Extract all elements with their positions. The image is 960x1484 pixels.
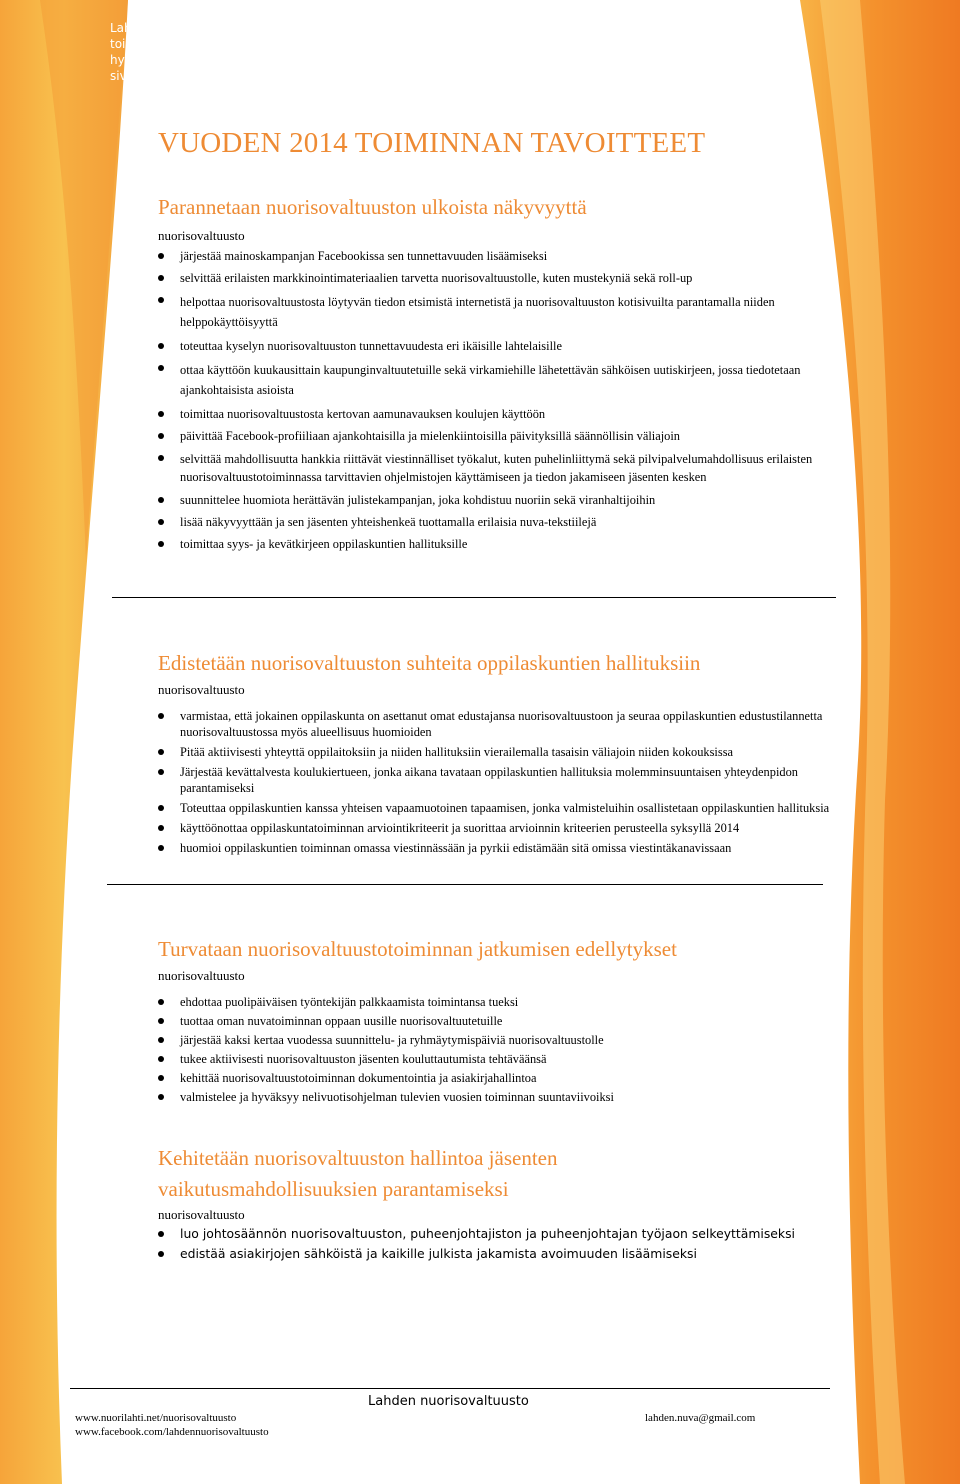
list-item: päivittää Facebook-profiiliaan ajankohtaisilla ja mielenkiintoisilla päivityksillä säännöllisin väliajoin <box>158 428 838 444</box>
list-item: varmistaa, että jokainen oppilaskunta on asettanut omat edustajansa nuorisovaltuustoon ja seuraa oppilaskuntien edustustilannetta nuorisovaltuustossa myös alueellisuus huomioiden <box>158 708 838 740</box>
list-item: toteuttaa kyselyn nuorisovaltuuston tunnettavuudesta eri ikäisille lahtelaisille <box>158 338 838 354</box>
list-item: selvittää mahdollisuutta hankkia riittävät viestinnälliset työkalut, kuten puhelinliittymä sekä pilvipalvelumahdollisuus erilaisten nuorisovaltuustotoiminnassa tarvittavien ohjelmistojen käyttämiseen ja tiedon jakamiseen jäsenten kesken <box>158 450 838 486</box>
header-approval-date: hyväksytty kokouksessa 15.1.2013 <box>110 53 321 67</box>
list-item: luo johtosäännön nuorisovaltuuston, puheenjohtajiston ja puheenjohtajan työjaon selkeyttämiseksi <box>158 1226 838 1242</box>
list-item: järjestää mainoskampanjan Facebookissa sen tunnettavuuden lisäämiseksi <box>158 248 838 264</box>
list-item: tuottaa oman nuvatoiminnan oppaan uusille nuorisovaltuutetuille <box>158 1013 838 1029</box>
list-item: edistää asiakirjojen sähköistä ja kaikille julkista jakamista avoimuuden lisäämiseksi <box>158 1246 838 1262</box>
list-item: Järjestää kevättalvesta koulukiertueen, jonka aikana tavataan oppilaskuntien hallituksia molemminsuuntaisen yhteydenpidon parantamiseksi <box>158 764 838 796</box>
section-visibility <box>158 192 838 558</box>
list-item: ottaa käyttöön kuukausittain kaupunginvaltuutetuille sekä virkamiehille lähetettävän sähköisen uutiskirjeen, jossa tiedotetaan ajankohtaisista asioista <box>158 360 838 400</box>
footer-org: Lahden nuorisovaltuusto <box>368 1394 529 1409</box>
list-item: toimittaa nuorisovaltuustosta kertovan aamunavauksen koulujen käyttöön <box>158 406 838 422</box>
section-lead: nuorisovaltuusto <box>158 682 245 697</box>
section-lead: nuorisovaltuusto <box>158 968 245 983</box>
list-item: käyttöönottaa oppilaskuntatoiminnan arviointikriteerit ja suorittaa arvioinnin kriteerien perusteella syksyllä 2014 <box>158 820 838 836</box>
list-item: Toteuttaa oppilaskuntien kanssa yhteisen vapaamuotoinen tapaamisen, jonka valmisteluihin osallistetaan oppilaskuntien hallituksia <box>158 800 838 816</box>
page-title: VUODEN 2014 TOIMINNAN TAVOITTEET <box>158 127 706 159</box>
section-title: Kehitetään nuorisovaltuuston hallintoa jäsenten vaikutusmahdollisuuksien parantamiseksi <box>158 1146 558 1201</box>
header-page-number: sivu 3 / 8 <box>110 69 166 83</box>
document-header <box>110 20 402 84</box>
list-item: tukee aktiivisesti nuorisovaltuuston jäsenten kouluttautumista tehtäväänsä <box>158 1051 838 1067</box>
section-title: Parannetaan nuorisovaltuuston ulkoista näkyvyyttä <box>158 195 587 219</box>
list-item: kehittää nuorisovaltuustotoiminnan dokumentointia ja asiakirjahallintoa <box>158 1070 838 1086</box>
divider <box>107 884 823 885</box>
list-item: järjestää kaksi kertaa vuodessa suunnittelu- ja ryhmäytymispäiviä nuorisovaltuustolle <box>158 1032 838 1048</box>
section-student-councils <box>158 648 838 860</box>
footer-divider <box>70 1388 830 1389</box>
list-item: suunnittelee huomiota herättävän julistekampanjan, joka kohdistuu nuoriin sekä viranhaltijoihin <box>158 492 838 508</box>
section-lead: nuorisovaltuusto <box>158 1207 245 1222</box>
list-item: huomioi oppilaskuntien toiminnan omassa viestinnässään ja pyrkii edistämään sitä omissa viestintäkanavissaan <box>158 840 838 856</box>
section-title: Turvataan nuorisovaltuustotoiminnan jatkumisen edellytykset <box>158 937 677 961</box>
list-item: ehdottaa puolipäiväisen työntekijän palkkaamista toimintansa tueksi <box>158 994 838 1010</box>
section-title: Edistetään nuorisovaltuuston suhteita oppilaskuntien hallituksiin <box>158 651 701 675</box>
section-continuity <box>158 934 838 1108</box>
list-item: valmistelee ja hyväksyy nelivuotisohjelman tulevien vuosien toiminnan suuntaviivoiksi <box>158 1089 838 1105</box>
divider <box>112 597 836 598</box>
header-org: Lahden nuorisovaltuusto <box>110 21 259 35</box>
section-lead: nuorisovaltuusto <box>158 228 245 243</box>
section-administration <box>158 1143 678 1225</box>
list-item: Pitää aktiivisesti yhteyttä oppilaitoksiin ja niiden hallituksiin vierailemalla tasaisin väliajoin niiden kokouksissa <box>158 744 838 760</box>
list-item: lisää näkyvyyttään ja sen jäsenten yhteishenkeä tuottamalla erilaisia nuva-tekstiilejä <box>158 514 838 530</box>
footer-email-link[interactable]: lahden.nuva@gmail.com <box>645 1412 756 1424</box>
header-document-name: toimintasuunnitelma ja talousarvioehdotus 2014 <box>110 37 403 51</box>
list-item: selvittää erilaisten markkinointimateriaalien tarvetta nuorisovaltuustolle, kuten mustekyniä sekä roll-up <box>158 270 838 286</box>
footer-facebook-link[interactable]: www.facebook.com/lahdennuorisovaltuusto <box>75 1426 269 1438</box>
list-item: toimittaa syys- ja kevätkirjeen oppilaskuntien hallituksille <box>158 536 838 552</box>
list-item: helpottaa nuorisovaltuustosta löytyvän tiedon etsimistä internetistä ja nuorisovaltuuston kotisivuilta parantamalla niiden helppokäyttöisyyttä <box>158 292 838 332</box>
footer-website-link[interactable]: www.nuorilahti.net/nuorisovaltuusto <box>75 1412 237 1424</box>
section-administration-list <box>158 1226 838 1266</box>
